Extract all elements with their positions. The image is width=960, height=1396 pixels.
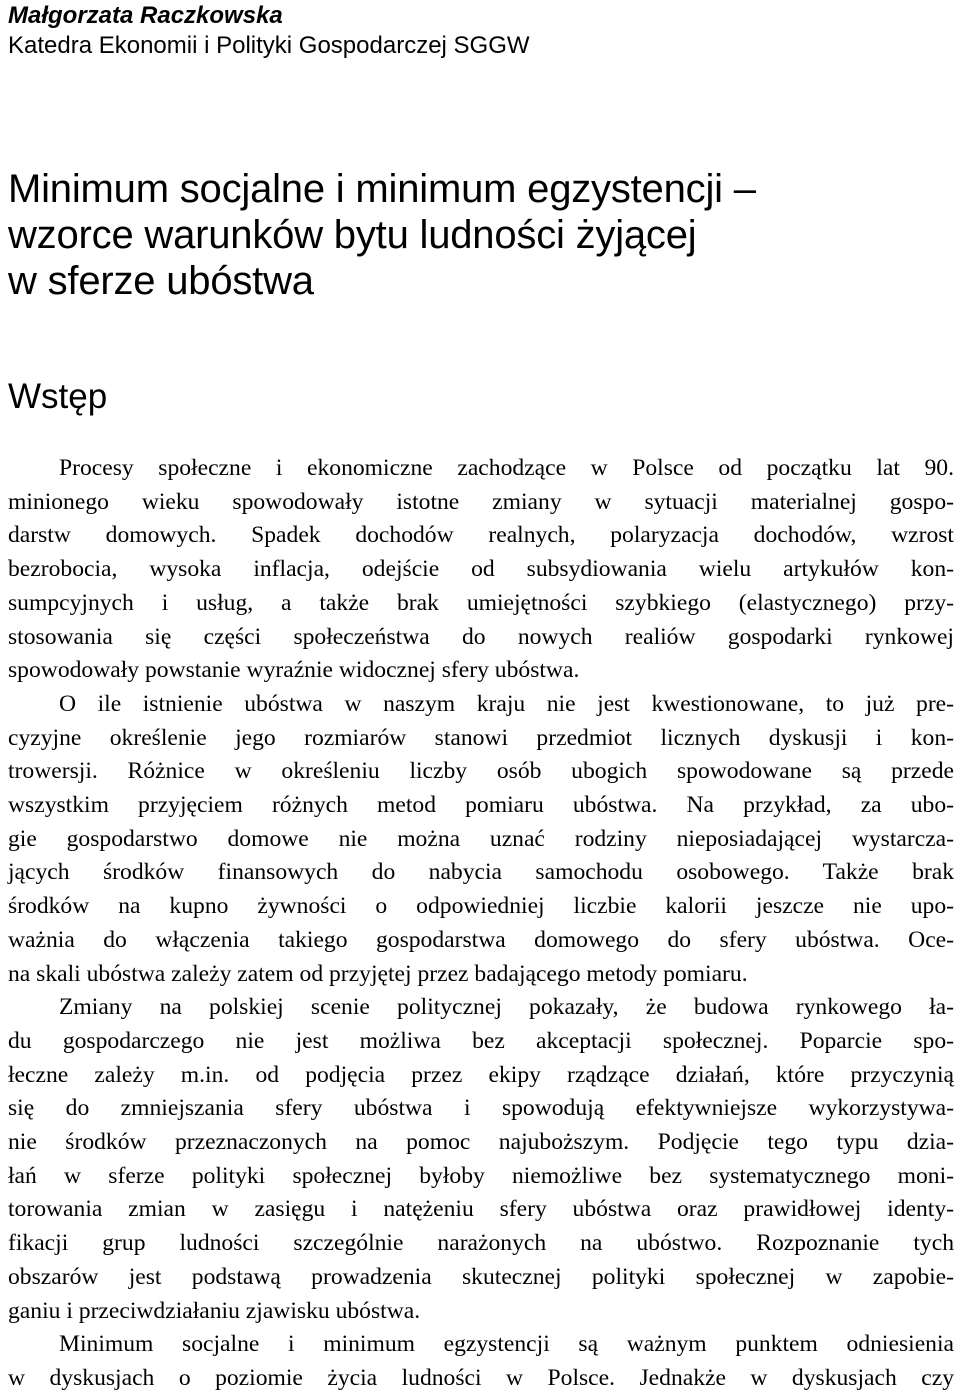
title-line: Minimum socjalne i minimum egzystencji – (8, 167, 756, 211)
text-line: się do zmniejszania sfery ubóstwa i spowodują efektywniejsze wykorzystywa- (8, 1095, 954, 1122)
text-line: łań w sferze polityki społecznej byłoby niemożliwe bez systematycznego moni- (8, 1162, 954, 1189)
text-line: nie środków przeznaczonych na pomoc najuboższym. Podjęcie tego typu dzia- (8, 1129, 954, 1156)
author-affiliation: Katedra Ekonomii i Polityki Gospodarczej SGGW (8, 32, 530, 59)
text-line: jących środków finansowych do nabycia samochodu osobowego. Także brak (8, 859, 954, 886)
text-line: wszystkim przyjęciem różnych metod pomiaru ubóstwa. Na przykład, za ubo- (8, 792, 954, 819)
text-line: spowodowały powstanie wyraźnie widocznej sfery ubóstwa. (8, 657, 580, 684)
text-line: fikacji grup ludności szczególnie narażonych na ubóstwo. Rozpoznanie tych (8, 1230, 954, 1257)
text-line: gie gospodarstwo domowe nie można uznać rodziny nieposiadającej wystarcza- (8, 825, 954, 852)
text-line: Procesy społeczne i ekonomiczne zachodzące w Polsce od początku lat 90. (59, 455, 954, 481)
text-line: obszarów jest podstawą prowadzenia skutecznej polityki społecznej w zapobie- (8, 1263, 954, 1290)
text-line: na skali ubóstwa zależy zatem od przyjętej przez badającego metody pomiaru. (8, 960, 748, 987)
text-line: sumpcyjnych i usług, a także brak umiejętności szybkiego (elastycznego) przy- (8, 589, 954, 616)
text-line: w dyskusjach o poziomie życia ludności w Polsce. Jednakże w dyskusjach czy (8, 1364, 954, 1391)
text-line: darstw domowych. Spadek dochodów realnych, polaryzacja dochodów, wzrost (8, 522, 954, 549)
body-text (8, 452, 954, 1396)
text-line: O ile istnienie ubóstwa w naszym kraju nie jest kwestionowane, to już pre- (59, 690, 954, 717)
author-name: Małgorzata Raczkowska (8, 2, 283, 29)
text-line: ważnia do włączenia takiego gospodarstwa domowego do sfery ubóstwa. Oce- (8, 926, 954, 953)
paper-title (8, 166, 756, 304)
paragraph (8, 1328, 954, 1395)
title-line: wzorce warunków bytu ludności żyjącej (8, 213, 697, 257)
text-line: Minimum socjalne i minimum egzystencji są ważnym punktem odniesienia (59, 1331, 954, 1358)
title-line: w sferze ubóstwa (8, 259, 314, 303)
text-line: stosowania się części społeczeństwa do nowych realiów gospodarki rynkowej (8, 623, 954, 650)
section-heading: Wstęp (8, 377, 108, 416)
text-line: cyzyjne określenie jego rozmiarów stanowi przedmiot licznych dyskusji i kon- (8, 724, 954, 751)
text-line: torowania zmian w zasięgu i natężeniu sfery ubóstwa oraz prawidłowej identy- (8, 1196, 954, 1223)
text-line: minionego wieku spowodowały istotne zmiany w sytuacji materialnej gospo- (8, 488, 954, 515)
paragraph (8, 688, 954, 991)
paragraph (8, 452, 954, 688)
text-line: du gospodarczego nie jest możliwa bez akceptacji społecznej. Poparcie spo- (8, 1027, 954, 1054)
text-line: łeczne zależy m.in. od podjęcia przez ekipy rządzące działań, które przyczynią (8, 1061, 954, 1088)
text-line: bezrobocia, wysoka inflacja, odejście od subsydiowania wielu artykułów kon- (8, 556, 954, 583)
paragraph (8, 991, 954, 1328)
text-line: Zmiany na polskiej scenie politycznej pokazały, że budowa rynkowego ła- (59, 994, 954, 1021)
text-line: ganiu i przeciwdziałaniu zjawisku ubóstwa. (8, 1297, 421, 1324)
text-line: środków na kupno żywności o odpowiedniej liczbie kalorii jeszcze nie upo- (8, 893, 954, 920)
text-line: trowersji. Różnice w określeniu liczby osób ubogich spowodowane są przede (8, 758, 954, 785)
